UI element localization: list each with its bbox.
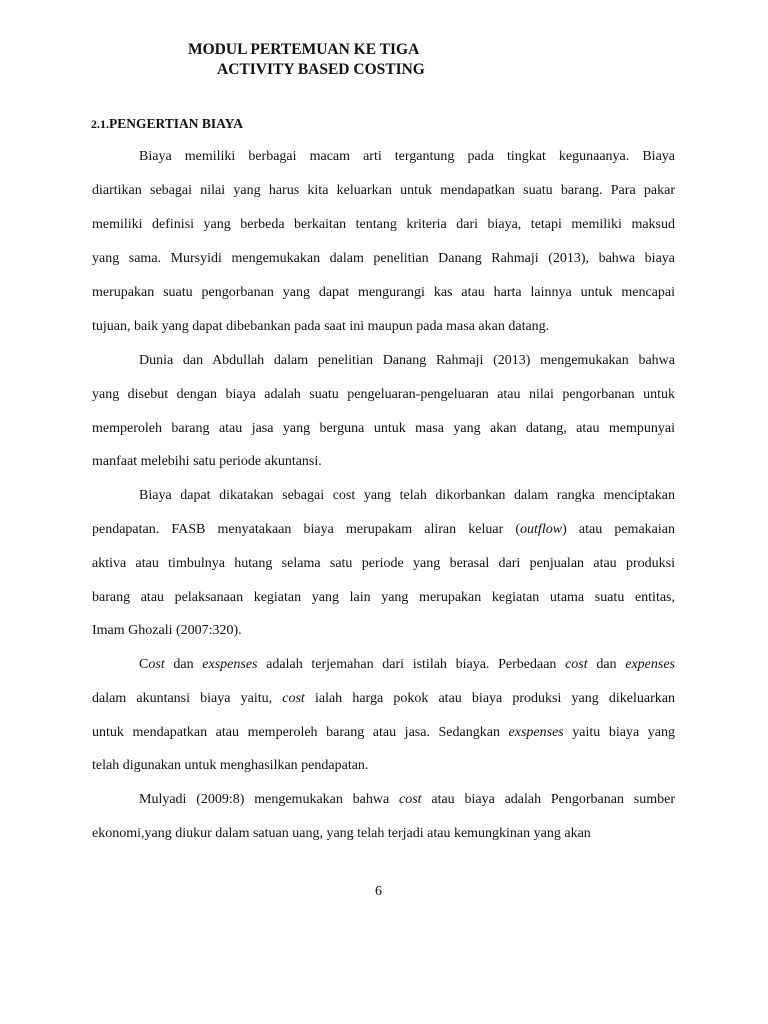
text-line: barang atau pelaksanaan kegiatan yang lain yang merupakan kegiatan utama suatu entitas, [92,590,675,605]
text-line: aktiva atau timbulnya hutang selama satu periode yang berasal dari penjualan atau produksi [92,556,675,571]
text-line [139,655,675,675]
text-line: Biaya dapat dikatakan sebagai cost yang telah dikorbankan dalam rangka menciptakan [139,488,675,503]
text-line: telah digunakan untuk menghasilkan pendapatan. [92,758,369,773]
italic-term: cost [282,691,305,706]
text-span: ialah harga pokok atau biaya produksi yang dikeluarkan [304,691,675,706]
text-line: merupakan suatu pengorbanan yang dapat mengurangi kas atau harta lainnya untuk mencapai [92,285,675,300]
text-span: adalah terjemahan dari istilah biaya. Perbedaan [257,657,566,672]
text-span: Mulyadi (2009:8) mengemukakan bahwa [139,792,399,807]
italic-term: exspenses [508,725,564,740]
text-span: ) atau pemakaian [562,522,675,537]
text-line: yang disebut dengan biaya adalah suatu pengeluaran-pengeluaran atau nilai pengorbanan untuk [92,387,675,402]
text-line: yang sama. Mursyidi mengemukakan dalam penelitian Danang Rahmaji (2013), bahwa biaya [92,251,675,266]
text-line: tujuan, baik yang dapat dibebankan pada saat ini maupun pada masa akan datang. [92,319,550,334]
text-span: atau biaya adalah Pengorbanan sumber [421,792,675,807]
italic-term: expenses [625,657,676,672]
text-line: Biaya memiliki berbagai macam arti tergantung pada tingkat kegunaanya. Biaya [139,149,675,164]
italic-term: cost [399,792,422,807]
section-title: PENGERTIAN BIAYA [109,116,243,131]
document-title [188,40,508,80]
text-line [92,689,675,709]
text-span: dan [164,657,203,672]
text-line: diartikan sebagai nilai yang harus kita keluarkan untuk mendapatkan suatu barang. Para pakar [92,183,675,198]
text-line: Imam Ghozali (2007:320). [92,623,242,638]
text-line [92,723,675,743]
text-line [139,790,675,810]
text-line: ekonomi,yang diukur dalam satuan uang, yang telah terjadi atau kemungkinan yang akan [92,826,591,841]
page-number: 6 [375,884,382,899]
text-span: untuk mendapatkan atau memperoleh barang atau jasa. Sedangkan [92,725,509,740]
text-line: memiliki definisi yang berbeda berkaitan tentang kriteria dari biaya, tetapi memiliki maksud [92,217,675,232]
text-span: yaitu biaya yang [563,725,675,740]
title-line-2: ACTIVITY BASED COSTING [217,61,425,78]
text-line: Dunia dan Abdullah dalam penelitian Danang Rahmaji (2013) mengemukakan bahwa [139,353,675,368]
text-span: pendapatan. FASB menyatakaan biaya merupakam aliran keluar ( [92,522,521,537]
text-line [92,520,675,540]
text-span: C [139,657,149,672]
title-line-1: MODUL PERTEMUAN KE TIGA [188,41,420,58]
italic-term: cost [565,657,588,672]
section-number: 2.1. [91,117,109,131]
italic-term: ost [148,657,165,672]
text-span: dalam akuntansi biaya yaitu, [92,691,283,706]
italic-term: exspenses [202,657,258,672]
text-span: dan [587,657,626,672]
text-line: memperoleh barang atau jasa yang berguna untuk masa yang akan datang, atau mempunyai [92,421,675,436]
text-line: manfaat melebihi satu periode akuntansi. [92,454,322,469]
italic-term: outflow [520,522,563,537]
section-heading [91,115,243,133]
